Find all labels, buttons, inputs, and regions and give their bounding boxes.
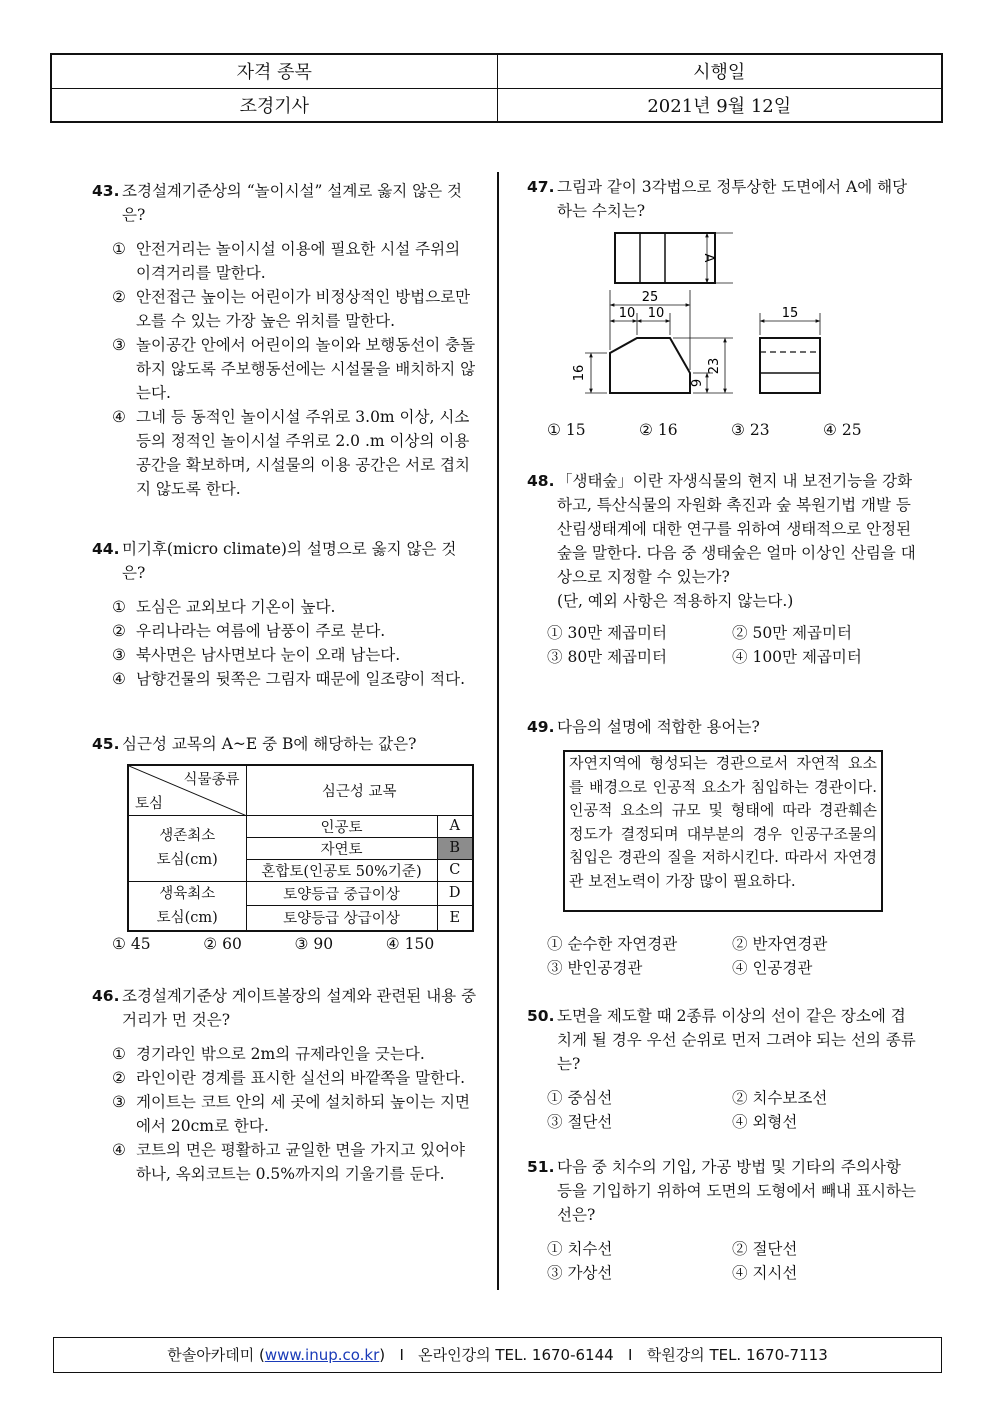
option-2: ② 우리나라는 여름에 남풍이 주로 분다. — [112, 622, 386, 640]
option-3: ③ 반인공경관 — [547, 959, 643, 977]
group-growth: 생육최소 토심(cm) — [128, 881, 246, 931]
question-text: 심근성 교목의 A~E 중 B에 해당하는 값은? — [122, 735, 417, 753]
option-2: ② 안전접근 높이는 어린이가 비정상적인 방법으로만 오를 수 있는 가장 높은 위치를 말한다. — [112, 288, 471, 330]
diagonal-header-cell: 식물종류 토심 — [128, 765, 246, 815]
question-number: 50. — [527, 1007, 555, 1025]
row-letter: E — [437, 905, 473, 930]
option-2: ② 치수보조선 — [732, 1089, 828, 1107]
dim-25-label: 25 — [641, 290, 659, 305]
column-header: 심근성 교목 — [246, 765, 473, 815]
option-1: ① 순수한 자연경관 — [547, 935, 678, 953]
question-number: 44. — [92, 540, 120, 558]
question-text: 도면을 제도할 때 2종류 이상의 선이 같은 장소에 겹치게 될 경우 우선 순위로 먼저 그려야 되는 선의 종류는? — [557, 1007, 916, 1073]
header-exam-date: 2021년 9월 12일 — [497, 88, 942, 122]
option-1: ① 15 — [547, 421, 586, 439]
option-2: ② 60 — [203, 935, 242, 953]
question-number: 43. — [92, 182, 120, 200]
option-2: ② 라인이란 경계를 표시한 실선의 바깥쪽을 말한다. — [112, 1069, 466, 1087]
question-text: 다음의 설명에 적합한 용어는? — [557, 718, 760, 736]
row-letter: A — [437, 815, 473, 837]
question-47-options — [527, 418, 917, 442]
question-49-options — [527, 932, 917, 980]
option-3: ③ 절단선 — [547, 1113, 613, 1131]
question-45-options — [92, 932, 477, 956]
question-text: 다음 중 치수의 기입, 가공 방법 및 기타의 주의사항 등을 기입하기 위하여 도면의 도형에서 빼내 표시하는 선은? — [557, 1158, 916, 1224]
option-2: ② 반자연경관 — [732, 935, 828, 953]
question-45 — [92, 732, 477, 756]
option-3: ③ 북사면은 남사면보다 눈이 오래 남는다. — [112, 646, 401, 664]
row-label: 자연토 — [246, 837, 437, 859]
option-4: ④ 지시선 — [732, 1264, 798, 1282]
dim-10b-label: 10 — [647, 306, 665, 321]
option-4: ④ 100만 제곱미터 — [732, 648, 862, 666]
header-col1-head: 자격 종목 — [51, 54, 497, 88]
option-3: ③ 90 — [294, 935, 334, 953]
question-47 — [527, 175, 917, 223]
q47-projection-figure — [555, 225, 895, 405]
question-text: 「생태숲」이란 자생식물의 현지 내 보전기능을 강화하고, 특산식물의 자원화 촉진과 숲 복원기법 개발 등 산림생태계에 대한 연구를 위하여 생태적으로 안정된 숲을 말한다. 다음 중 생태숲은 얼마 이상인 산림을 대상으로 지정할 수 있는가? — [557, 472, 916, 586]
dim-16-label: 16 — [572, 364, 587, 382]
question-46 — [92, 984, 477, 1186]
question-number: 49. — [527, 718, 555, 736]
question-number: 51. — [527, 1158, 555, 1176]
q45-data-table — [127, 764, 474, 928]
option-4: ④ 인공경관 — [732, 959, 813, 977]
question-51 — [527, 1155, 917, 1285]
dim-10a-label: 10 — [618, 306, 636, 321]
dim-9-label: 9 — [690, 378, 705, 388]
question-48 — [527, 469, 917, 669]
q49-description-box: 자연지역에 형성되는 경관으로서 자연적 요소를 배경으로 인공적 요소가 침입하는 경관이다. 인공적 요소의 규모 및 형태에 따라 경관훼손 정도가 결정되며 대부분의 경우 인공구조물의 침입은 경관의 질을 저하시킨다. 따라서 자연경관 보전노력이 가장 많이 필요하다. — [563, 750, 883, 912]
row-letter: D — [437, 881, 473, 905]
exam-header-table — [50, 53, 943, 123]
option-2: ② 50만 제곱미터 — [732, 624, 852, 642]
option-1: ① 안전거리는 놀이시설 이용에 필요한 시설 주위의 이격거리를 말한다. — [112, 240, 461, 282]
option-3: ③ 놀이공간 안에서 어린이의 놀이와 보행동선이 충돌하지 않도록 주보행동선에는 시설물을 배치하지 않는다. — [112, 336, 476, 402]
row-label: 인공토 — [246, 815, 437, 837]
row-label: 혼합토(인공토 50%기준) — [246, 859, 437, 881]
header-subject: 조경기사 — [51, 88, 497, 122]
row-label: 토양등급 상급이상 — [246, 905, 437, 930]
page-footer: 한솔아카데미 (www.inup.co.kr) I 온라인강의 TEL. 1670-6144 I 학원강의 TEL. 1670-7113 — [53, 1337, 942, 1373]
question-44 — [92, 537, 477, 691]
column-divider — [497, 172, 499, 1290]
question-43 — [92, 179, 477, 501]
dim-15-label: 15 — [781, 306, 799, 321]
question-text: 그림과 같이 3각법으로 정투상한 도면에서 A에 해당하는 수치는? — [557, 178, 908, 220]
option-1: ① 도심은 교외보다 기온이 높다. — [112, 598, 336, 616]
option-3: ③ 게이트는 코트 안의 세 곳에 설치하되 높이는 지면에서 20cm로 한다. — [112, 1093, 470, 1135]
option-4: ④ 코트의 면은 평활하고 균일한 면을 가지고 있어야 하나, 옥외코트는 0.5%까지의 기울기를 둔다. — [112, 1141, 466, 1183]
row-label: 토양등급 중급이상 — [246, 881, 437, 905]
option-1: ① 중심선 — [547, 1089, 613, 1107]
dim-a-label: A — [701, 253, 716, 263]
question-text: 미기후(micro climate)의 설명으로 옳지 않은 것은? — [122, 540, 457, 582]
academy-website-link[interactable]: www.inup.co.kr — [264, 1346, 380, 1364]
option-1: ① 경기라인 밖으로 2m의 규제라인을 긋는다. — [112, 1045, 425, 1063]
side-view — [760, 338, 820, 393]
question-number: 46. — [92, 987, 120, 1005]
dim-23-label: 23 — [707, 357, 722, 375]
option-2: ② 16 — [639, 421, 678, 439]
option-4: ④ 남향건물의 뒷쪽은 그림자 때문에 일조량이 적다. — [112, 670, 466, 688]
question-text: 조경설계기준상 게이트볼장의 설계와 관련된 내용 중 거리가 먼 것은? — [122, 987, 477, 1029]
option-3: ③ 80만 제곱미터 — [547, 648, 667, 666]
question-number: 47. — [527, 178, 555, 196]
question-number: 45. — [92, 735, 120, 753]
row-letter: C — [437, 859, 473, 881]
option-3: ③ 23 — [731, 421, 770, 439]
question-number: 48. — [527, 472, 555, 490]
question-49 — [527, 715, 917, 739]
option-1: ① 45 — [112, 935, 151, 953]
question-text: 조경설계기준상의 “놀이시설” 설계로 옳지 않은 것은? — [122, 182, 462, 224]
option-4: ④ 그네 등 동적인 놀이시설 주위로 3.0m 이상, 시소 등의 정적인 놀이시설 주위로 2.0 .m 이상의 이용공간을 확보하며, 시설물의 이용 공간은 서로 겹치지 않도록 한다. — [112, 408, 470, 498]
header-col2-head: 시행일 — [497, 54, 942, 88]
question-note: (단, 예외 사항은 적용하지 않는다.) — [557, 592, 794, 610]
option-1: ① 30만 제곱미터 — [547, 624, 667, 642]
option-3: ③ 가상선 — [547, 1264, 613, 1282]
option-4: ④ 150 — [385, 935, 435, 953]
option-1: ① 치수선 — [547, 1240, 613, 1258]
option-4: ④ 외형선 — [732, 1113, 798, 1131]
front-view — [610, 338, 690, 393]
group-survival: 생존최소 토심(cm) — [128, 815, 246, 881]
question-50 — [527, 1004, 917, 1134]
option-4: ④ 25 — [823, 421, 862, 439]
option-2: ② 절단선 — [732, 1240, 798, 1258]
row-letter-highlighted: B — [437, 837, 473, 859]
